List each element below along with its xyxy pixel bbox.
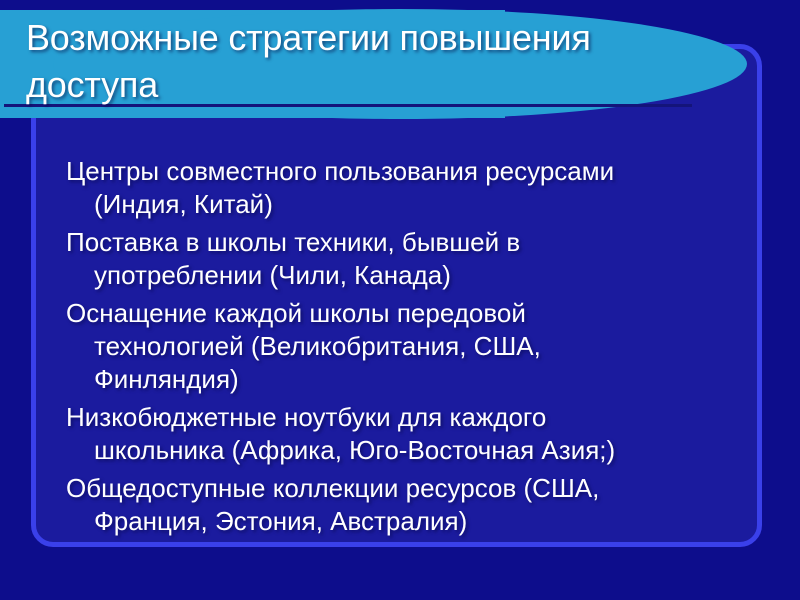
slide-title: Возможные стратегии повышения доступа xyxy=(26,17,591,105)
bullet-item: Оснащение каждой школы передовой технологией (Великобритания, США, Финляндия) xyxy=(66,298,541,394)
bullet-item: Поставка в школы техники, бывшей в употреблении (Чили, Канада) xyxy=(66,227,521,290)
bullet-item: Общедоступные коллекции ресурсов (США, Франция, Эстония, Австралия) xyxy=(66,473,600,536)
bullet-item: Центры совместного пользования ресурсами (Индия, Китай) xyxy=(66,156,615,219)
bullet-item: Низкобюджетные ноутбуки для каждого школьника (Африка, Юго-Восточная Азия;) xyxy=(66,402,616,465)
bullet-list xyxy=(66,155,737,538)
